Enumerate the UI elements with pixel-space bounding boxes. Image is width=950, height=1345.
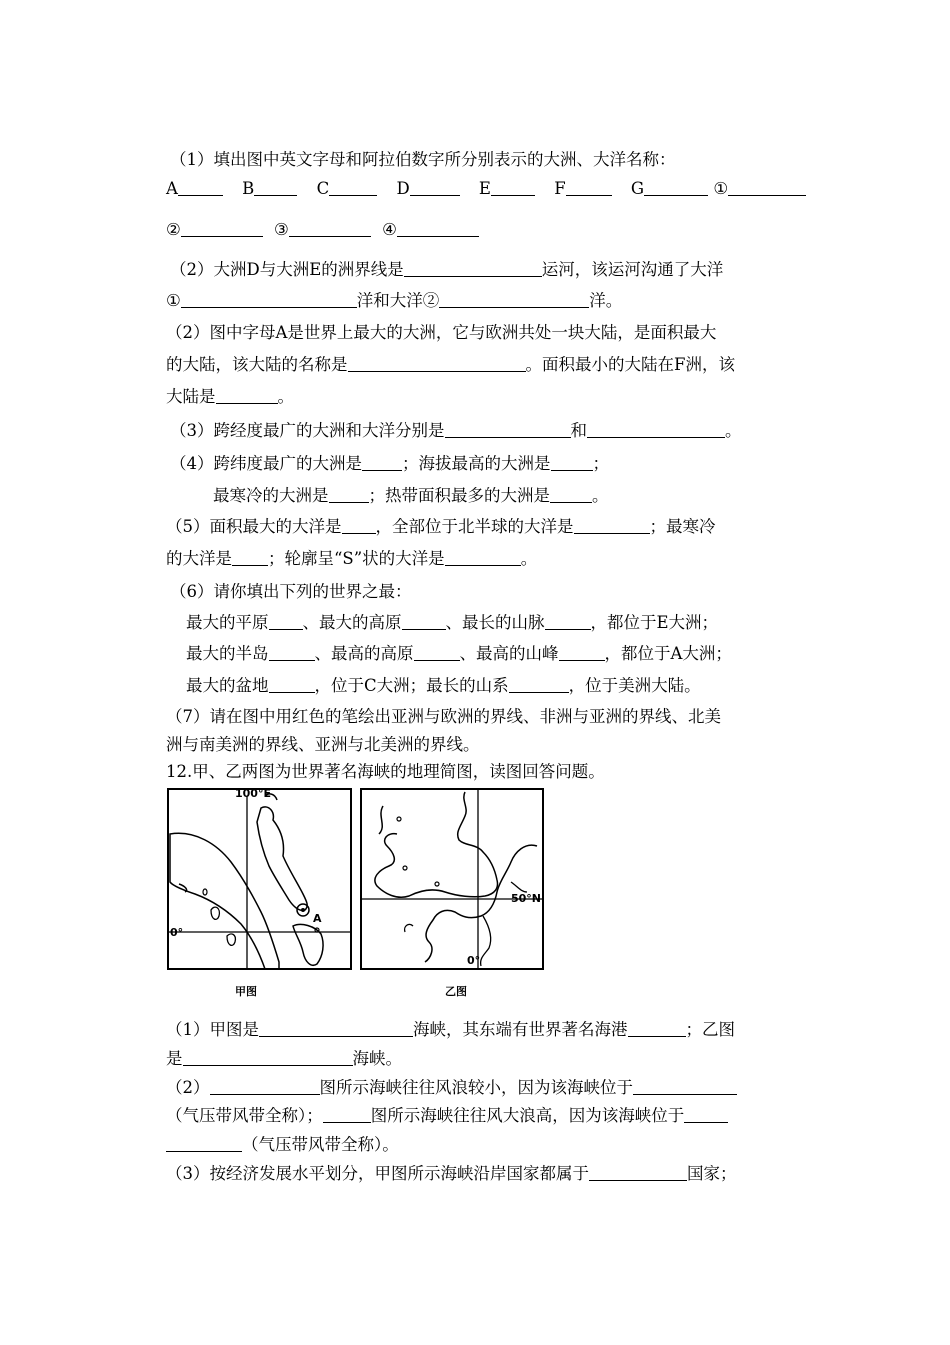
map-yi-caption: 乙图: [445, 985, 467, 998]
q11-part2-line1: （2）大洲D与大洲E的洲界线是 运河，该运河沟通了大洋: [170, 260, 724, 279]
q11-part5-line2: 的大洋是 ；轮廓呈“S”状的大洋是 。: [166, 549, 538, 568]
label-ocean-2: ②: [166, 220, 181, 239]
blank-largest-basin[interactable]: [269, 676, 315, 693]
blank-ocean-2[interactable]: [181, 220, 263, 237]
label-a: A: [166, 179, 178, 198]
blank-smallest-continent[interactable]: [216, 387, 278, 404]
q12-title: 12.甲、乙两图为世界著名海峡的地理简图，读图回答问题。: [166, 762, 605, 781]
q11-part2b-line1: （2）图中字母A是世界上最大的大洲，它与欧洲共处一块大陆，是面积最大: [166, 323, 717, 342]
map-yi-parallel-label: 50°N: [511, 892, 542, 905]
q11-part5-line1: （5）面积最大的大洋是 ，全部位于北半球的大洋是 ；最寒冷: [166, 517, 716, 536]
blank-rough-belt-b[interactable]: [166, 1135, 242, 1152]
blank-canal-ocean-1[interactable]: [181, 291, 357, 308]
blank-most-tropical-continent[interactable]: [550, 486, 592, 503]
blank-jia-strait[interactable]: [259, 1020, 413, 1037]
blanks-row-2: [166, 218, 479, 242]
blank-highest-plateau[interactable]: [414, 644, 460, 661]
blank-rough-map[interactable]: [323, 1106, 371, 1123]
q11-part6-row2: 最大的半岛 、最高的高原 、最高的山峰 ，都位于A大洲；: [186, 644, 732, 663]
q11-part7-line1: （7）请在图中用红色的笔绘出亚洲与欧洲的界线、非洲与亚洲的界线、北美: [166, 707, 721, 726]
blank-largest-ocean[interactable]: [342, 517, 376, 534]
blank-largest-landmass[interactable]: [348, 355, 526, 372]
map-jia-malay-peninsula: [257, 807, 307, 910]
label-f: F: [554, 179, 566, 198]
label-g: G: [630, 179, 645, 198]
blank-ocean-1[interactable]: [728, 179, 806, 196]
map-jia: [168, 787, 351, 998]
blank-highest-peak[interactable]: [559, 644, 605, 661]
label-c: C: [316, 179, 330, 198]
q11-part7-line2: 洲与南美洲的界线、亚洲与北美洲的界线。: [166, 735, 480, 754]
blank-widest-longitude-continent[interactable]: [445, 421, 571, 438]
blank-largest-plain[interactable]: [269, 613, 303, 630]
q12-part1-line1: （1）甲图是 海峡，其东端有世界著名海港 ；乙图: [166, 1020, 735, 1039]
blank-largest-plateau[interactable]: [402, 613, 446, 630]
q11-part2-line2: ① 洋和大洋② 洋。: [166, 291, 623, 310]
label-b: B: [242, 179, 255, 198]
q11-part2b-line3: 大陆是 。: [166, 387, 294, 406]
map-yi-frame: [361, 789, 543, 969]
map-jia-point-label: A: [313, 912, 322, 925]
blank-d[interactable]: [410, 179, 460, 196]
blank-canal[interactable]: [404, 260, 542, 277]
q12-part1-line2: 是 海峡。: [166, 1049, 402, 1068]
blank-largest-peninsula[interactable]: [269, 644, 315, 661]
q11-part1-prompt: （1）填出图中英文字母和阿拉伯数字所分别表示的大洲、大洋名称：: [170, 150, 676, 169]
blank-b[interactable]: [254, 179, 297, 196]
blank-calm-map[interactable]: [210, 1078, 320, 1095]
blank-economy-level[interactable]: [589, 1164, 687, 1181]
blank-f[interactable]: [566, 179, 612, 196]
blank-yi-strait[interactable]: [183, 1049, 353, 1066]
q12-part2-line2: （气压带风带全称）； 图所示海峡往往风大浪高，因为该海峡位于: [166, 1104, 728, 1128]
blank-canal-ocean-2[interactable]: [439, 291, 589, 308]
strait-maps: [165, 786, 545, 1001]
map-yi-meridian-label: 0°: [467, 954, 481, 967]
map-jia-island: [211, 907, 219, 919]
label-ocean-4: ④: [382, 220, 397, 239]
q11-part6-prompt: （6）请你填出下列的世界之最：: [170, 582, 412, 601]
q11-part4-line1: （4）跨纬度最广的大洲是 ；海拔最高的大洲是 ；: [170, 454, 609, 473]
blank-coldest-continent[interactable]: [329, 486, 369, 503]
blank-e[interactable]: [491, 179, 535, 196]
blank-longest-system[interactable]: [509, 676, 569, 693]
map-yi-britain: [375, 792, 498, 897]
label-ocean-3: ③: [274, 220, 289, 239]
q12-part2-line1: （2） 图所示海峡往往风浪较小，因为该海峡位于: [166, 1076, 737, 1100]
q12-part3: （3）按经济发展水平划分，甲图所示海峡沿岸国家都属于 国家；: [166, 1164, 737, 1183]
strait-maps-svg: [165, 786, 545, 1001]
map-jia-equator-label: 0°: [170, 926, 184, 939]
blank-widest-latitude-continent[interactable]: [362, 454, 402, 471]
blank-calm-belt[interactable]: [633, 1078, 737, 1095]
blank-s-shaped-ocean[interactable]: [445, 549, 521, 566]
blanks-row-1: [166, 177, 806, 201]
map-jia-sumatra: [170, 833, 279, 969]
blank-northern-ocean[interactable]: [574, 517, 650, 534]
q11-part2b-line2: 的大陆，该大陆的名称是 。面积最小的大陆在F洲，该: [166, 355, 735, 374]
label-d: D: [396, 179, 410, 198]
q11-part6-row1: 最大的平原 、最大的高原 、最长的山脉 ，都位于E大洲；: [186, 613, 719, 632]
map-jia-caption: 甲图: [235, 985, 257, 998]
blank-highest-continent[interactable]: [551, 454, 593, 471]
blank-widest-longitude-ocean[interactable]: [587, 421, 725, 438]
q11-part6-row3: 最大的盆地 ，位于C大洲；最长的山系 ，位于美洲大陆。: [186, 676, 701, 695]
label-e: E: [478, 179, 491, 198]
blank-ocean-4[interactable]: [397, 220, 479, 237]
blank-coldest-ocean[interactable]: [232, 549, 268, 566]
blank-g[interactable]: [644, 179, 708, 196]
blank-c[interactable]: [329, 179, 377, 196]
blank-longest-range[interactable]: [545, 613, 591, 630]
map-jia-meridian-label: 100°E: [235, 787, 271, 800]
blank-famous-port[interactable]: [628, 1020, 686, 1037]
q11-part3: （3）跨经度最广的大洲和大洋分别是 和 。: [170, 421, 742, 440]
q12-part2-line3: （气压带风带全称）。: [166, 1133, 399, 1157]
blank-a[interactable]: [178, 179, 223, 196]
blank-ocean-3[interactable]: [289, 220, 371, 237]
map-yi: [361, 789, 543, 998]
q11-part4-line2: 最寒冷的大洲是 ；热带面积最多的大洲是 。: [213, 486, 609, 505]
label-ocean-1: ①: [713, 179, 729, 198]
blank-rough-belt-a[interactable]: [684, 1106, 728, 1123]
